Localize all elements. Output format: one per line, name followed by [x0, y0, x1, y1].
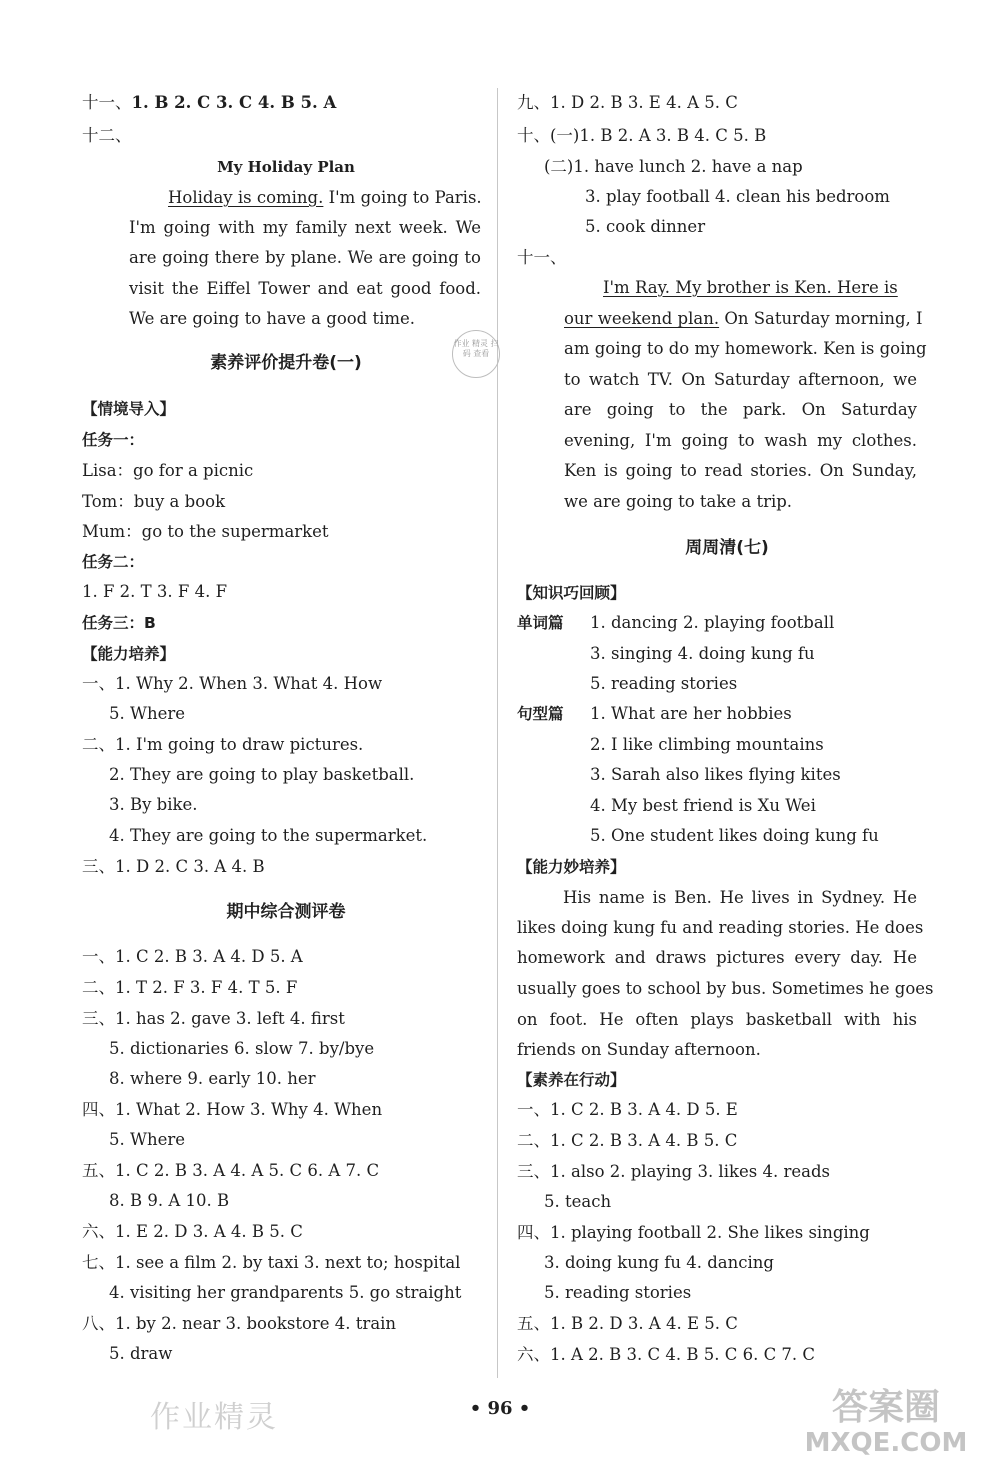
- answer-line: 十、(一)1. B 2. A 3. B 4. C 5. B: [517, 126, 767, 145]
- paragraph-line: on foot. He often plays basketball with his: [517, 1010, 917, 1029]
- stamp-logo: 作业 精灵 扫码 查看: [452, 330, 500, 378]
- watermark-left: 作业精灵: [150, 1400, 278, 1435]
- answer-line: 3. Sarah also likes flying kites: [590, 765, 841, 784]
- section-heading: 【知识巧回顾】: [517, 584, 626, 602]
- answer-line: Tom：buy a book: [82, 492, 226, 511]
- essay-line: to watch TV. On Saturday afternoon, we: [564, 370, 917, 389]
- section-title: 周周清(七): [685, 538, 769, 558]
- answer-line: 六、1. A 2. B 3. C 4. B 5. C 6. C 7. C: [517, 1345, 816, 1364]
- watermark-url: MXQE.COM: [804, 1428, 968, 1458]
- paragraph-line: likes doing kung fu and reading stories. He does: [517, 918, 924, 937]
- answer-line: 1. dancing 2. playing football: [590, 613, 835, 632]
- answer-line: 5. Where: [109, 704, 185, 723]
- essay-line: are going to the park. On Saturday: [564, 400, 917, 419]
- answer-line: 3. play football 4. clean his bedroom: [585, 187, 890, 206]
- answer-line: 一、1. C 2. B 3. A 4. D 5. E: [517, 1100, 738, 1119]
- category-label: 单词篇: [517, 614, 564, 632]
- answer-line: 四、1. playing football 2. She likes singing: [517, 1223, 870, 1242]
- column-divider: [497, 88, 498, 1378]
- essay-title: My Holiday Plan: [217, 158, 355, 176]
- section-title: 素养评价提升卷(一): [210, 353, 362, 373]
- task-label: 任务三：B: [82, 614, 156, 632]
- answer-line: 六、1. E 2. D 3. A 4. B 5. C: [82, 1222, 303, 1241]
- answer-line: 5. teach: [544, 1192, 612, 1211]
- answer-line: 八、1. by 2. near 3. bookstore 4. train: [82, 1314, 397, 1333]
- question-number: 十一、: [517, 248, 567, 267]
- answer-line: 一、1. C 2. B 3. A 4. D 5. A: [82, 947, 303, 966]
- answer-line: 3. By bike.: [109, 795, 198, 814]
- answer-line: 3. doing kung fu 4. dancing: [544, 1253, 774, 1272]
- answer-line: 2. I like climbing mountains: [590, 735, 824, 754]
- paragraph-line: usually goes to school by bus. Sometimes he goes: [517, 979, 934, 998]
- answer-line: 4. My best friend is Xu Wei: [590, 796, 816, 815]
- answer-line: 二、1. C 2. B 3. A 4. B 5. C: [517, 1131, 738, 1150]
- essay-line: are going there by plane. We are going to: [129, 248, 481, 267]
- answer-line: 十一、1. B 2. C 3. C 4. B 5. A: [82, 93, 337, 112]
- essay-line: I'm Ray. My brother is Ken. Here is: [603, 278, 898, 297]
- answer-line: 5. dictionaries 6. slow 7. by/bye: [109, 1039, 375, 1058]
- answer-line: 5. draw: [109, 1344, 173, 1363]
- answer-line: 三、1. also 2. playing 3. likes 4. reads: [517, 1162, 830, 1181]
- answer-line: 三、1. D 2. C 3. A 4. B: [82, 857, 265, 876]
- section-heading: 【能力妙培养】: [517, 858, 626, 876]
- essay-line: We are going to have a good time.: [129, 309, 416, 328]
- essay-line: Holiday is coming. I'm going to Paris.: [168, 188, 482, 207]
- answer-line: 3. singing 4. doing kung fu: [590, 644, 815, 663]
- section-heading: 【素养在行动】: [517, 1071, 626, 1089]
- page-number: • 96 •: [469, 1398, 531, 1419]
- answer-line: 2. They are going to play basketball.: [109, 765, 415, 784]
- answer-line: 七、1. see a film 2. by taxi 3. next to; hospital: [82, 1253, 461, 1272]
- essay-line: visit the Eiffel Tower and eat good food.: [129, 279, 481, 298]
- answer-line: 九、1. D 2. B 3. E 4. A 5. C: [517, 93, 738, 112]
- essay-line: Ken is going to read stories. On Sunday,: [564, 461, 917, 480]
- answer-line: 8. B 9. A 10. B: [109, 1191, 230, 1210]
- answer-line: 5. reading stories: [590, 674, 738, 693]
- paragraph-line: homework and draws pictures every day. He: [517, 948, 917, 967]
- essay-line: I'm going with my family next week. We: [129, 218, 481, 237]
- answer-line: 1. What are her hobbies: [590, 704, 792, 723]
- answer-line: 4. visiting her grandparents 5. go straight: [109, 1283, 462, 1302]
- answer-line: 5. One student likes doing kung fu: [590, 826, 879, 845]
- answer-line: 二、1. I'm going to draw pictures.: [82, 735, 364, 754]
- answer-line: Lisa：go for a picnic: [82, 461, 254, 480]
- watermark-right: [796, 1388, 976, 1458]
- answer-line: 三、1. has 2. gave 3. left 4. first: [82, 1009, 345, 1028]
- essay-line: our weekend plan. On Saturday morning, I: [564, 309, 923, 328]
- task-label: 任务一：: [82, 431, 145, 449]
- question-number: 十二、: [82, 126, 132, 145]
- answer-line: 五、1. B 2. D 3. A 4. E 5. C: [517, 1314, 738, 1333]
- essay-line: am going to do my homework. Ken is going: [564, 339, 927, 358]
- section-heading: 【能力培养】: [82, 645, 176, 663]
- watermark-logo-text: 答案圈: [831, 1387, 940, 1428]
- answer-line: Mum：go to the supermarket: [82, 522, 329, 541]
- essay-line: evening, I'm going to wash my clothes.: [564, 431, 917, 450]
- answer-line: 5. Where: [109, 1130, 185, 1149]
- answer-line: 5. reading stories: [544, 1283, 692, 1302]
- task-label: 任务二：: [82, 553, 145, 571]
- paragraph-line: friends on Sunday afternoon.: [517, 1040, 761, 1059]
- answer-line: 二、1. T 2. F 3. F 4. T 5. F: [82, 978, 298, 997]
- section-heading: 【情境导入】: [82, 400, 176, 418]
- paragraph-line: His name is Ben. He lives in Sydney. He: [563, 888, 917, 907]
- answer-line: (二)1. have lunch 2. have a nap: [544, 157, 803, 176]
- essay-line: we are going to take a trip.: [564, 492, 793, 511]
- answer-line: 五、1. C 2. B 3. A 4. A 5. C 6. A 7. C: [82, 1161, 380, 1180]
- answer-line: 8. where 9. early 10. her: [109, 1069, 316, 1088]
- answer-line: 4. They are going to the supermarket.: [109, 826, 428, 845]
- answer-line: 5. cook dinner: [585, 217, 706, 236]
- category-label: 句型篇: [517, 705, 564, 723]
- answer-line: 一、1. Why 2. When 3. What 4. How: [82, 674, 383, 693]
- answer-line: 1. F 2. T 3. F 4. F: [82, 582, 228, 601]
- section-title: 期中综合测评卷: [226, 902, 346, 922]
- answer-line: 四、1. What 2. How 3. Why 4. When: [82, 1100, 383, 1119]
